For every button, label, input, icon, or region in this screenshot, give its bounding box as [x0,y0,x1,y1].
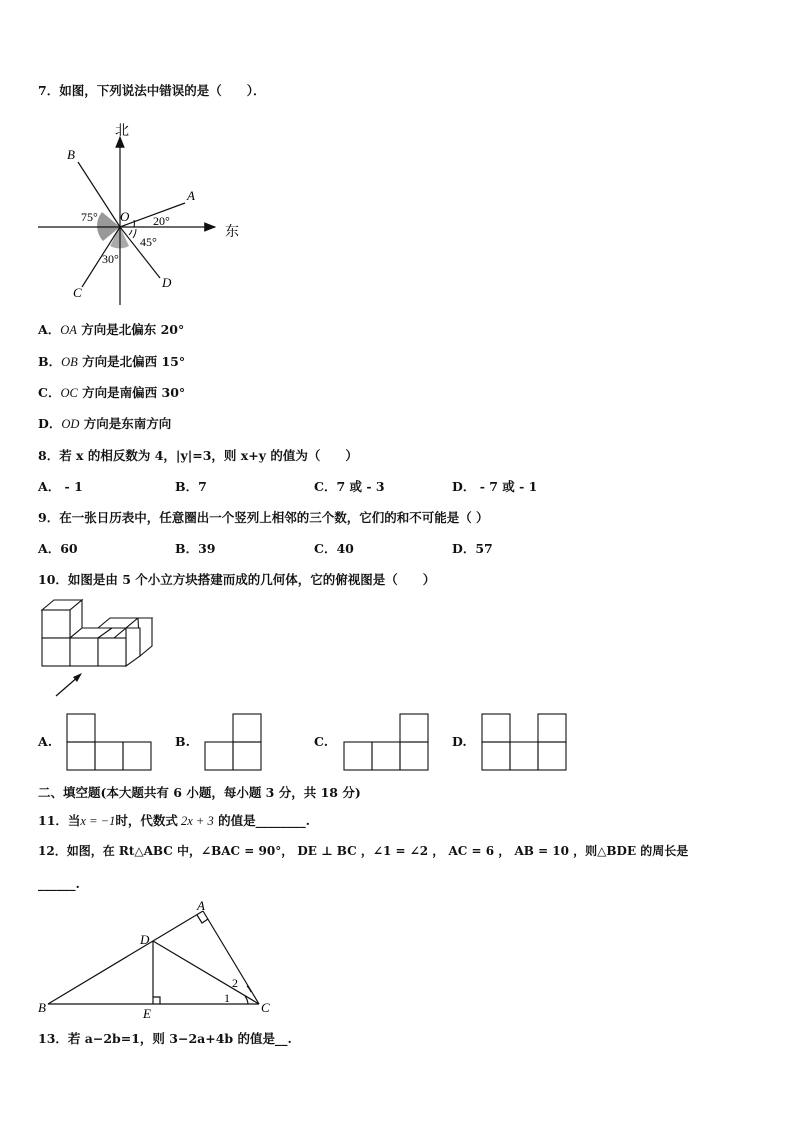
q10-option-a-grid [66,713,152,771]
q12-stem: 12．如图，在 Rt△ABC 中，∠BAC = 90°， DE ⊥ BC ，∠1 = ∠2 ， AC = 6 ， AB = 10 ，则△BDE 的周长是 [38,844,689,858]
q8-option-c: C．7 或 - 3 [314,479,385,494]
east-label: 东 [225,225,239,240]
q9-option-c: C．40 [314,541,354,556]
angle-30-label: 30° [102,252,119,266]
q7-stem: 7．如图，下列说法中错误的是（ ）． [38,83,266,98]
tri-e-label: E [143,1006,151,1021]
q8-option-d: D． - 7 或 - 1 [452,479,538,494]
angle-75-label: 75° [81,210,98,224]
q12-blank: ______. [38,876,80,891]
q11-stem: 11．当x = −1时，代数式 2x + 3 的值是________. [38,813,310,828]
point-d-label: D [162,275,172,290]
q10-stem: 10．如图是由 5 个小立方块搭建而成的几何体，它的俯视图是（ ） [38,572,436,587]
q9-option-b: B．39 [175,541,216,556]
point-o-label: O [120,209,130,224]
section-2-heading: 二、填空题(本大题共有 6 小题，每小题 3 分，共 18 分) [38,785,361,800]
q9-option-a: A．60 [38,541,78,556]
point-c-label: C [73,285,82,300]
q10-option-d-grid [481,713,567,771]
q10-label-a: A. [38,734,53,749]
point-a-label: A [187,188,195,203]
q8-option-a: A． - 1 [38,479,83,494]
q7-option-c: C．OC 方向是南偏西 30° [38,385,186,400]
q10-label-c: C. [314,734,329,749]
tri-b-label: B [38,1000,46,1015]
north-label: 北 [115,124,129,139]
q12-triangle-figure [35,898,280,1020]
tri-a-label: A [197,898,205,913]
q10-option-b-grid [204,713,262,771]
q7-option-d: D．OD 方向是东南方向 [38,416,172,431]
angle-2-label: 2 [232,976,238,990]
angle-1-label: 1 [224,991,230,1005]
q7-compass-figure [30,115,250,310]
tri-d-label: D [140,932,150,947]
angle-45-label: 45° [140,235,157,249]
q10-label-b: B. [175,734,190,749]
q10-option-c-grid [343,713,429,771]
q7-option-a: A．OA 方向是北偏东 20° [38,322,185,337]
tri-c-label: C [261,1000,270,1015]
q9-option-d: D．57 [452,541,493,556]
angle-20-label: 20° [153,214,170,228]
q10-label-d: D. [452,734,467,749]
q9-stem: 9．在一张日历表中，任意圈出一个竖列上相邻的三个数，它们的和不可能是（ ） [38,510,489,525]
q8-stem: 8．若 x 的相反数为 4，|y|=3，则 x+y 的值为（ ） [38,448,358,463]
q13-stem: 13．若 a−2b=1，则 3−2a+4b 的值是__. [38,1031,292,1046]
q10-cube-figure [40,598,160,700]
q8-option-b: B．7 [175,479,207,494]
point-b-label: B [67,147,75,162]
q7-option-b: B．OB 方向是北偏西 15° [38,354,186,369]
